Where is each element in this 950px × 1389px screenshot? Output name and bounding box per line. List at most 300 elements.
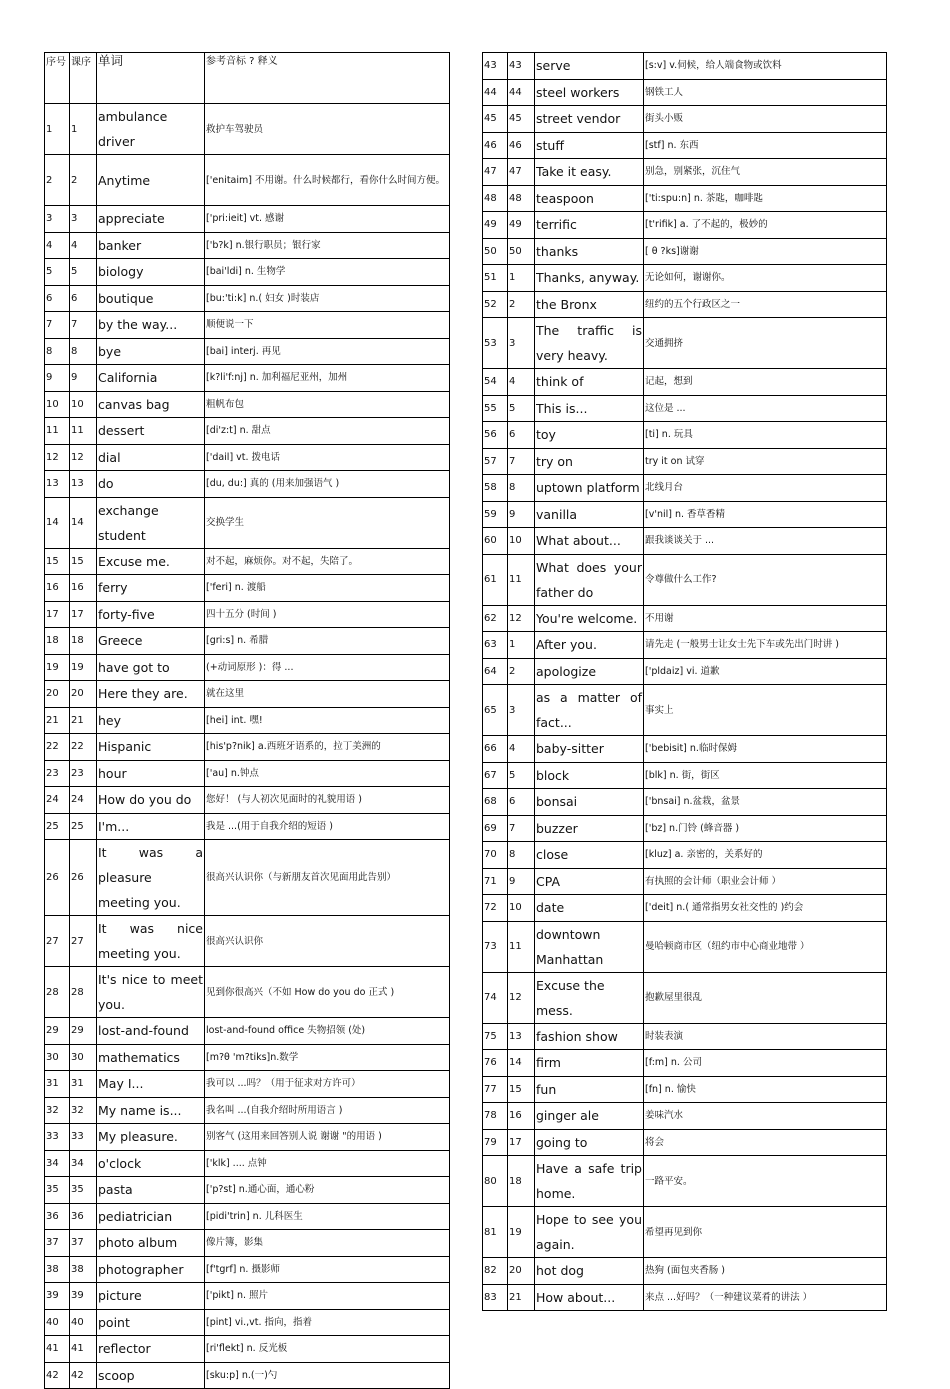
word-definition: [stf] n. 东西 xyxy=(644,132,887,159)
word-definition: ['pikt] n. 照片 xyxy=(205,1283,450,1310)
table-row xyxy=(45,681,450,708)
word-definition: 纽约的五个行政区之一 xyxy=(644,291,887,318)
table-row xyxy=(483,132,887,159)
row-number: 41 xyxy=(45,1336,70,1363)
table-row xyxy=(45,707,450,734)
table-row xyxy=(45,601,450,628)
row-number: 34 xyxy=(45,1150,70,1177)
lesson-number: 27 xyxy=(70,916,97,967)
lesson-number: 25 xyxy=(70,813,97,840)
word-definition: 来点 ...好吗？（一种建议菜肴的讲法 ） xyxy=(644,1284,887,1311)
vocab-word: point xyxy=(97,1309,205,1336)
table-row xyxy=(45,1177,450,1204)
table-row xyxy=(483,422,887,449)
table-row xyxy=(45,787,450,814)
table-row xyxy=(45,1018,450,1045)
row-number: 76 xyxy=(483,1050,508,1077)
word-definition: try it on 试穿 xyxy=(644,448,887,475)
row-number: 68 xyxy=(483,789,508,816)
row-number: 81 xyxy=(483,1207,508,1258)
table-row xyxy=(483,53,887,80)
lesson-number: 2 xyxy=(508,291,535,318)
lesson-number: 12 xyxy=(70,444,97,471)
word-definition: ['ti:spu:n] n. 茶匙，咖啡匙 xyxy=(644,185,887,212)
row-number: 8 xyxy=(45,338,70,365)
vocab-word: going to xyxy=(535,1129,644,1156)
vocab-word: forty-five xyxy=(97,601,205,628)
row-number: 71 xyxy=(483,868,508,895)
table-row xyxy=(45,548,450,575)
table-row xyxy=(45,1124,450,1151)
lesson-number: 50 xyxy=(508,238,535,265)
table-row xyxy=(45,1362,450,1389)
lesson-number: 4 xyxy=(508,736,535,763)
word-definition: [ri'flekt] n. 反光板 xyxy=(205,1336,450,1363)
vocab-word: hour xyxy=(97,760,205,787)
table-row xyxy=(483,736,887,763)
table-row xyxy=(45,391,450,418)
table-row xyxy=(45,104,450,155)
table-row xyxy=(483,685,887,736)
row-number: 66 xyxy=(483,736,508,763)
row-number: 77 xyxy=(483,1076,508,1103)
row-number: 2 xyxy=(45,155,70,206)
table-row xyxy=(45,365,450,392)
table-row xyxy=(45,285,450,312)
word-definition: (+动词原形 )：得 ... xyxy=(205,654,450,681)
table-row xyxy=(483,658,887,685)
row-number: 54 xyxy=(483,369,508,396)
row-number: 38 xyxy=(45,1256,70,1283)
lesson-number: 32 xyxy=(70,1097,97,1124)
vocab-word: terrific xyxy=(535,212,644,239)
lesson-number: 5 xyxy=(508,395,535,422)
lesson-number: 12 xyxy=(508,972,535,1023)
word-definition: 街头小贩 xyxy=(644,106,887,133)
word-definition: 很高兴认识你（与新朋友首次见面用此告别） xyxy=(205,840,450,916)
word-definition: 希望再见到你 xyxy=(644,1207,887,1258)
table-row xyxy=(45,259,450,286)
row-number: 24 xyxy=(45,787,70,814)
lesson-number: 16 xyxy=(70,575,97,602)
lesson-number: 9 xyxy=(508,501,535,528)
row-number: 47 xyxy=(483,159,508,186)
lesson-number: 48 xyxy=(508,185,535,212)
table-row xyxy=(483,1103,887,1130)
lesson-number: 17 xyxy=(70,601,97,628)
row-number: 20 xyxy=(45,681,70,708)
row-number: 3 xyxy=(45,206,70,233)
lesson-number: 31 xyxy=(70,1071,97,1098)
lesson-number: 5 xyxy=(508,762,535,789)
lesson-number: 38 xyxy=(70,1256,97,1283)
lesson-number: 17 xyxy=(508,1129,535,1156)
vocab-word: have got to xyxy=(97,654,205,681)
word-definition: 就在这里 xyxy=(205,681,450,708)
lesson-number: 3 xyxy=(508,318,535,369)
row-number: 21 xyxy=(45,707,70,734)
vocab-word: appreciate xyxy=(97,206,205,233)
table-row xyxy=(45,1071,450,1098)
row-number: 28 xyxy=(45,967,70,1018)
vocab-word: uptown platform xyxy=(535,475,644,502)
table-row xyxy=(483,789,887,816)
vocab-word: biology xyxy=(97,259,205,286)
table-row xyxy=(45,418,450,445)
vocab-word: fashion show xyxy=(535,1023,644,1050)
lesson-number: 1 xyxy=(508,632,535,659)
vocab-word: dial xyxy=(97,444,205,471)
word-definition: ['pldaiz] vi. 道歉 xyxy=(644,658,887,685)
row-number: 56 xyxy=(483,422,508,449)
row-number: 82 xyxy=(483,1258,508,1285)
row-number: 61 xyxy=(483,554,508,605)
lesson-number: 33 xyxy=(70,1124,97,1151)
word-definition: [f:m] n. 公司 xyxy=(644,1050,887,1077)
row-number: 51 xyxy=(483,265,508,292)
row-number: 29 xyxy=(45,1018,70,1045)
table-row xyxy=(483,1258,887,1285)
word-definition: [fn] n. 愉快 xyxy=(644,1076,887,1103)
word-definition: 事实上 xyxy=(644,685,887,736)
word-definition: 钢铁工人 xyxy=(644,79,887,106)
word-definition: 四十五分 (时间 ) xyxy=(205,601,450,628)
lesson-number: 10 xyxy=(70,391,97,418)
table-row xyxy=(483,291,887,318)
word-definition: 一路平安。 xyxy=(644,1156,887,1207)
vocabulary-table-right xyxy=(482,52,887,1311)
vocab-word: teaspoon xyxy=(535,185,644,212)
vocab-word: pediatrician xyxy=(97,1203,205,1230)
vocab-word: fun xyxy=(535,1076,644,1103)
lesson-number: 41 xyxy=(70,1336,97,1363)
row-number: 59 xyxy=(483,501,508,528)
word-definition: [ θ ?ks]谢谢 xyxy=(644,238,887,265)
table-row xyxy=(483,605,887,632)
word-definition: ['pri:ieit] vt. 感谢 xyxy=(205,206,450,233)
table-row xyxy=(483,475,887,502)
lesson-number: 45 xyxy=(508,106,535,133)
vocab-word: hey xyxy=(97,707,205,734)
vocab-word: photographer xyxy=(97,1256,205,1283)
vocab-word: baby-sitter xyxy=(535,736,644,763)
lesson-number: 24 xyxy=(70,787,97,814)
word-definition: 见到你很高兴（不如 How do you do 正式 ) xyxy=(205,967,450,1018)
lesson-number: 1 xyxy=(508,265,535,292)
lesson-number: 5 xyxy=(70,259,97,286)
row-number: 44 xyxy=(483,79,508,106)
lesson-number: 18 xyxy=(70,628,97,655)
lesson-number: 39 xyxy=(70,1283,97,1310)
table-row xyxy=(45,497,450,548)
table-row xyxy=(45,1256,450,1283)
vocab-word: downtown Manhattan xyxy=(535,921,644,972)
table-row xyxy=(483,185,887,212)
vocab-word: Anytime xyxy=(97,155,205,206)
row-number: 39 xyxy=(45,1283,70,1310)
left-table-body xyxy=(45,53,450,1389)
word-definition: lost-and-found office 失物招领 (处) xyxy=(205,1018,450,1045)
vocab-word: scoop xyxy=(97,1362,205,1389)
row-number: 79 xyxy=(483,1129,508,1156)
header-number: 序号 xyxy=(45,53,70,104)
table-row xyxy=(483,1284,887,1311)
lesson-number: 34 xyxy=(70,1150,97,1177)
vocab-word: block xyxy=(535,762,644,789)
vocab-word: steel workers xyxy=(535,79,644,106)
vocab-word: mathematics xyxy=(97,1044,205,1071)
header-lesson: 课序 xyxy=(70,53,97,104)
word-definition: 对不起，麻烦你。对不起，失陪了。 xyxy=(205,548,450,575)
word-definition: [di'z:t] n. 甜点 xyxy=(205,418,450,445)
word-definition: 您好！ (与人初次见面时的礼貌用语 ) xyxy=(205,787,450,814)
vocab-word: It was a pleasure meeting you. xyxy=(97,840,205,916)
row-number: 1 xyxy=(45,104,70,155)
lesson-number: 6 xyxy=(508,789,535,816)
word-definition: 像片簿，影集 xyxy=(205,1230,450,1257)
word-definition: 北线月台 xyxy=(644,475,887,502)
word-definition: [m?θ 'm?tiks]n.数学 xyxy=(205,1044,450,1071)
row-number: 6 xyxy=(45,285,70,312)
vocab-word: My name is... xyxy=(97,1097,205,1124)
word-definition: 无论如何，谢谢你。 xyxy=(644,265,887,292)
word-definition: ['dail] vt. 拨电话 xyxy=(205,444,450,471)
vocab-word: May I... xyxy=(97,1071,205,1098)
table-row xyxy=(483,528,887,555)
lesson-number: 3 xyxy=(508,685,535,736)
vocab-word: lost-and-found xyxy=(97,1018,205,1045)
lesson-number: 29 xyxy=(70,1018,97,1045)
word-definition: [gri:s] n. 希腊 xyxy=(205,628,450,655)
row-number: 80 xyxy=(483,1156,508,1207)
table-row xyxy=(45,760,450,787)
lesson-number: 21 xyxy=(508,1284,535,1311)
word-definition: ['deit] n.( 通常指男女社交性的 )约会 xyxy=(644,895,887,922)
vocab-word: It was nice meeting you. xyxy=(97,916,205,967)
word-definition: 交换学生 xyxy=(205,497,450,548)
vocab-word: Take it easy. xyxy=(535,159,644,186)
table-row xyxy=(45,155,450,206)
table-row xyxy=(45,628,450,655)
word-definition: ['klk] .... 点钟 xyxy=(205,1150,450,1177)
row-number: 57 xyxy=(483,448,508,475)
table-row xyxy=(45,734,450,761)
row-number: 17 xyxy=(45,601,70,628)
row-number: 75 xyxy=(483,1023,508,1050)
table-row xyxy=(483,554,887,605)
lesson-number: 40 xyxy=(70,1309,97,1336)
word-definition: [pidi'trin] n. 儿科医生 xyxy=(205,1203,450,1230)
table-row xyxy=(483,265,887,292)
vocab-word: think of xyxy=(535,369,644,396)
row-number: 26 xyxy=(45,840,70,916)
vocab-word: as a matter of fact... xyxy=(535,685,644,736)
word-definition: 抱歉屋里很乱 xyxy=(644,972,887,1023)
vocab-word: banker xyxy=(97,232,205,259)
lesson-number: 26 xyxy=(70,840,97,916)
vocab-word: What about... xyxy=(535,528,644,555)
table-row xyxy=(483,369,887,396)
lesson-number: 4 xyxy=(508,369,535,396)
row-number: 73 xyxy=(483,921,508,972)
vocab-word: It's nice to meet you. xyxy=(97,967,205,1018)
row-number: 42 xyxy=(45,1362,70,1389)
row-number: 45 xyxy=(483,106,508,133)
row-number: 14 xyxy=(45,497,70,548)
row-number: 4 xyxy=(45,232,70,259)
vocab-word: Have a safe trip home. xyxy=(535,1156,644,1207)
lesson-number: 9 xyxy=(508,868,535,895)
word-definition: ['bebisit] n.临时保姆 xyxy=(644,736,887,763)
word-definition: 热狗 (面包夹香肠 ) xyxy=(644,1258,887,1285)
vocab-word: Excuse me. xyxy=(97,548,205,575)
word-definition: [pint] vi.,vt. 指向，指着 xyxy=(205,1309,450,1336)
lesson-number: 46 xyxy=(508,132,535,159)
row-number: 22 xyxy=(45,734,70,761)
word-definition: ['bnsai] n.盆栽，盆景 xyxy=(644,789,887,816)
lesson-number: 16 xyxy=(508,1103,535,1130)
row-number: 63 xyxy=(483,632,508,659)
word-definition: [bai] interj. 再见 xyxy=(205,338,450,365)
vocab-word: pasta xyxy=(97,1177,205,1204)
lesson-number: 22 xyxy=(70,734,97,761)
table-row xyxy=(483,921,887,972)
word-definition: 我可以 ...吗？（用于征求对方许可） xyxy=(205,1071,450,1098)
row-number: 35 xyxy=(45,1177,70,1204)
table-row xyxy=(45,916,450,967)
lesson-number: 42 xyxy=(70,1362,97,1389)
word-definition: 这位是 ... xyxy=(644,395,887,422)
header-word: 单词 xyxy=(97,53,205,104)
table-row xyxy=(45,840,450,916)
table-row xyxy=(483,1156,887,1207)
vocab-word: stuff xyxy=(535,132,644,159)
row-number: 15 xyxy=(45,548,70,575)
table-row xyxy=(483,1207,887,1258)
row-number: 49 xyxy=(483,212,508,239)
table-row xyxy=(45,1044,450,1071)
vocab-word: After you. xyxy=(535,632,644,659)
row-number: 7 xyxy=(45,312,70,339)
row-number: 12 xyxy=(45,444,70,471)
vocab-word: bonsai xyxy=(535,789,644,816)
lesson-number: 3 xyxy=(70,206,97,233)
row-number: 50 xyxy=(483,238,508,265)
table-row xyxy=(483,972,887,1023)
row-number: 33 xyxy=(45,1124,70,1151)
lesson-number: 43 xyxy=(508,53,535,80)
word-definition: [his'p?nik] a.西班牙语系的，拉丁美洲的 xyxy=(205,734,450,761)
lesson-number: 2 xyxy=(508,658,535,685)
vocab-word: The traffic is very heavy. xyxy=(535,318,644,369)
vocab-word: date xyxy=(535,895,644,922)
row-number: 40 xyxy=(45,1309,70,1336)
word-definition: 救护车驾驶员 xyxy=(205,104,450,155)
word-definition: 时装表演 xyxy=(644,1023,887,1050)
row-number: 52 xyxy=(483,291,508,318)
word-definition: 交通拥挤 xyxy=(644,318,887,369)
lesson-number: 20 xyxy=(70,681,97,708)
vocab-word: try on xyxy=(535,448,644,475)
row-number: 11 xyxy=(45,418,70,445)
vocab-word: o'clock xyxy=(97,1150,205,1177)
lesson-number: 12 xyxy=(508,605,535,632)
table-row xyxy=(483,318,887,369)
table-row xyxy=(483,1129,887,1156)
vocab-word: picture xyxy=(97,1283,205,1310)
word-definition: [s:v] v.伺候，给人端食物或饮料 xyxy=(644,53,887,80)
lesson-number: 14 xyxy=(508,1050,535,1077)
row-number: 18 xyxy=(45,628,70,655)
vocabulary-table-left xyxy=(44,52,450,1389)
vocab-word: Greece xyxy=(97,628,205,655)
row-number: 67 xyxy=(483,762,508,789)
word-definition: [kluz] a. 亲密的，关系好的 xyxy=(644,842,887,869)
row-number: 65 xyxy=(483,685,508,736)
word-definition: ['au] n.钟点 xyxy=(205,760,450,787)
vocab-word: street vendor xyxy=(535,106,644,133)
header-definition: 参考音标 ? 释义 xyxy=(205,53,450,104)
vocab-word: exchange student xyxy=(97,497,205,548)
vocab-word: boutique xyxy=(97,285,205,312)
row-number: 46 xyxy=(483,132,508,159)
header-row xyxy=(45,53,450,104)
vocab-word: thanks xyxy=(535,238,644,265)
vocab-word: do xyxy=(97,471,205,498)
vocab-word: Excuse the mess. xyxy=(535,972,644,1023)
lesson-number: 1 xyxy=(70,104,97,155)
table-row xyxy=(45,1203,450,1230)
lesson-number: 49 xyxy=(508,212,535,239)
lesson-number: 6 xyxy=(70,285,97,312)
vocab-word: How do you do xyxy=(97,787,205,814)
lesson-number: 47 xyxy=(508,159,535,186)
word-definition: [bu:'ti:k] n.( 妇女 )时装店 xyxy=(205,285,450,312)
vocab-word: Here they are. xyxy=(97,681,205,708)
word-definition: 别急，别紧张，沉住气 xyxy=(644,159,887,186)
lesson-number: 21 xyxy=(70,707,97,734)
vocab-word: firm xyxy=(535,1050,644,1077)
table-row xyxy=(483,1023,887,1050)
word-definition: [sku:p] n.(一)勺 xyxy=(205,1362,450,1389)
row-number: 27 xyxy=(45,916,70,967)
vocab-word: toy xyxy=(535,422,644,449)
word-definition: [blk] n. 街，街区 xyxy=(644,762,887,789)
lesson-number: 13 xyxy=(508,1023,535,1050)
word-definition: [v'nil] n. 香草香精 xyxy=(644,501,887,528)
row-number: 55 xyxy=(483,395,508,422)
table-row xyxy=(45,232,450,259)
row-number: 37 xyxy=(45,1230,70,1257)
row-number: 19 xyxy=(45,654,70,681)
lesson-number: 13 xyxy=(70,471,97,498)
lesson-number: 7 xyxy=(508,448,535,475)
lesson-number: 14 xyxy=(70,497,97,548)
row-number: 10 xyxy=(45,391,70,418)
word-definition: 记起，想到 xyxy=(644,369,887,396)
vocab-word: dessert xyxy=(97,418,205,445)
row-number: 31 xyxy=(45,1071,70,1098)
vocab-word: Thanks, anyway. xyxy=(535,265,644,292)
vocab-word: buzzer xyxy=(535,815,644,842)
lesson-number: 11 xyxy=(70,418,97,445)
row-number: 30 xyxy=(45,1044,70,1071)
word-definition: [bai'ldi] n. 生物学 xyxy=(205,259,450,286)
word-definition: 很高兴认识你 xyxy=(205,916,450,967)
row-number: 32 xyxy=(45,1097,70,1124)
table-row xyxy=(45,1283,450,1310)
word-definition: 姜味汽水 xyxy=(644,1103,887,1130)
